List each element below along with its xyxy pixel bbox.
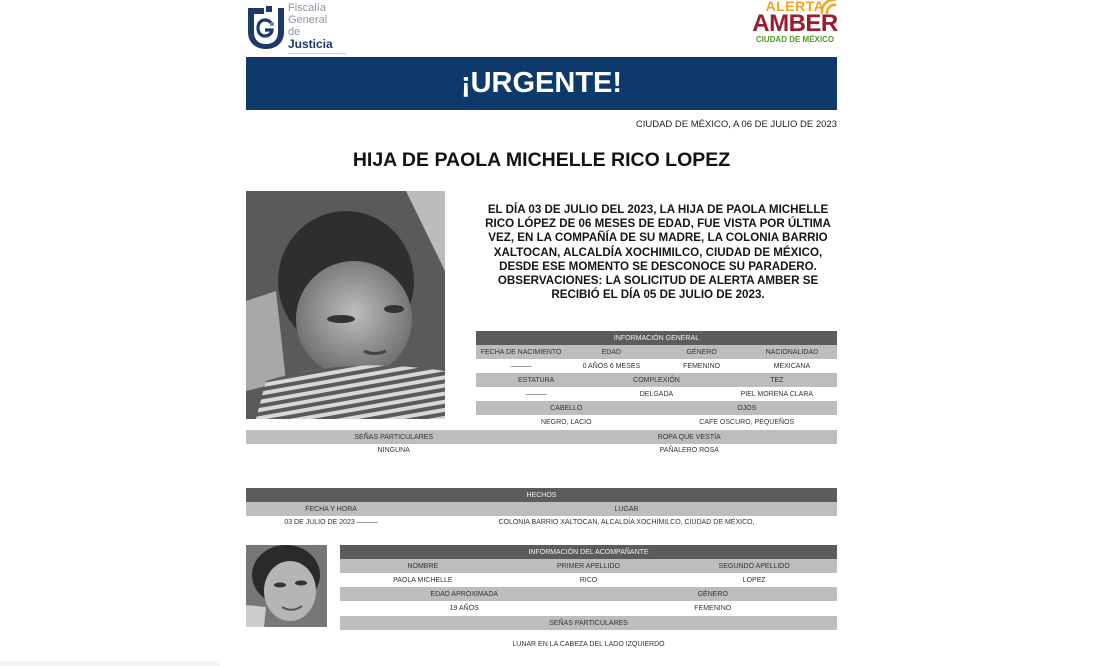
general-info-row2-values <box>476 387 837 401</box>
value-date-time: 03 DE JULIO DE 2023 ——— <box>284 518 378 526</box>
fgj-line3-prefix: de <box>288 26 301 38</box>
label-date-time: FECHA Y HORA <box>305 505 357 513</box>
label-first-surname: PRIMER APELLIDO <box>556 562 621 570</box>
value-clothing: PAÑALERO ROSA <box>659 446 719 454</box>
hechos-header <box>246 488 837 502</box>
companion-header <box>340 545 837 559</box>
companion-photo <box>246 545 327 627</box>
companion-row2-values <box>340 601 837 615</box>
value-nationality: MEXICANA <box>773 362 811 370</box>
general-info-title: INFORMACIÓN GENERAL <box>613 334 700 342</box>
label-birth-date: FECHA DE NACIMIENTO <box>480 348 562 356</box>
page-edge-shadow <box>0 661 220 666</box>
label-place: LUGAR <box>614 505 639 513</box>
label-companion-marks: SEÑAS PARTICULARES <box>549 619 628 627</box>
companion-row1-values <box>340 573 837 587</box>
value-eyes: CAFE OSCURO, PEQUEÑOS <box>699 418 795 426</box>
label-clothing: ROPA QUE VESTÍA <box>657 433 721 441</box>
general-info-row3-headers <box>476 401 837 415</box>
value-companion-marks: LUNAR EN LA CABEZA DEL LADO IZQUIERDO <box>512 640 665 648</box>
label-complexion: TEZ <box>770 376 784 384</box>
page-title: HIJA DE PAOLA MICHELLE RICO LOPEZ <box>352 149 731 171</box>
signal-waves-icon <box>818 0 840 18</box>
label-hair: CABELLO <box>550 404 583 412</box>
companion-row2-headers <box>340 587 837 601</box>
general-info-row1-headers <box>476 345 837 359</box>
alerta-amber-logo <box>752 0 838 54</box>
fgj-logo <box>246 2 346 54</box>
hechos-row-headers <box>246 502 837 516</box>
general-info-row4-values <box>246 444 837 456</box>
value-height: ——— <box>525 390 547 398</box>
general-info-row4-headers <box>246 430 837 444</box>
value-first-surname: RICO <box>579 576 598 584</box>
companion-title: INFORMACIÓN DEL ACOMPAÑANTE <box>528 548 649 556</box>
value-complexion: PIEL MORENA CLARA <box>740 390 814 398</box>
companion-row1-headers <box>340 559 837 573</box>
fgj-line2: General <box>288 14 328 26</box>
amber-main-text: AMBER <box>752 10 838 37</box>
fgj-line3-bold: Justicia <box>288 37 333 51</box>
incident-narrative: EL DÍA 03 DE JULIO DEL 2023, LA HIJA DE PAOLA MICHELLE RICO LÓPEZ DE 06 MESES DE EDAD, FUE VISTA POR ÚLTIMA VEZ, EN LA COMPAÑÍA DE SU MADRE, LA COLONIA BARRIO XALTOCAN, ALCALDÍA XOCHIMILCO, CIUDAD DE MÉXICO, DESDE ESE MOMENTO SE DESCONOCE SU PARADERO. OBSERVACIONES: LA SOLICITUD DE ALERTA AMBER SE RECIBIÓ EL DÍA 05 DE JULIO DE 2023. <box>485 203 831 302</box>
label-height: ESTATURA <box>518 376 555 384</box>
value-age: 0 AÑOS 6 MESES <box>582 362 641 370</box>
companion-row3-header <box>340 616 837 630</box>
urgent-banner: ¡URGENTE! <box>246 57 837 110</box>
label-first-name: NOMBRE <box>407 562 439 570</box>
value-companion-gender: FEMENINO <box>694 604 732 612</box>
value-gender: FEMENINO <box>683 362 721 370</box>
missing-child-photo <box>246 191 445 419</box>
general-info-row2-headers <box>476 373 837 387</box>
amber-sub-text: CIUDAD DE MÉXICO <box>755 35 835 44</box>
general-info-row1-values <box>476 359 837 373</box>
general-info-row3-values <box>476 415 837 429</box>
value-second-surname: LOPEZ <box>742 576 766 584</box>
amber-top-text: ALERTA <box>765 0 825 14</box>
label-nationality: NACIONALIDAD <box>765 348 819 356</box>
value-first-name: PAOLA MICHELLE <box>393 576 453 584</box>
label-approx-age: EDAD APROXIMADA <box>430 590 499 598</box>
label-build: COMPLEXIÓN <box>633 376 680 384</box>
value-place: COLONIA BARRIO XALTOCAN, ALCALDÍA XOCHIMILCO, CIUDAD DE MÉXICO, <box>498 518 755 526</box>
hechos-row-values <box>246 516 837 528</box>
hechos-title: HECHOS <box>526 491 557 499</box>
companion-row3-value <box>340 637 837 651</box>
date-line: CIUDAD DE MÉXICO, A 06 DE JULIO DE 2023 <box>635 119 837 130</box>
label-eyes: OJOS <box>737 404 757 412</box>
label-gender: GÉNERO <box>686 348 717 356</box>
fgj-emblem-icon <box>246 4 286 50</box>
label-age: EDAD <box>601 348 622 356</box>
general-info-header <box>476 331 837 345</box>
fgj-line1: Fiscalía <box>288 2 326 14</box>
value-distinguishing-marks: NINGUNA <box>377 446 410 454</box>
value-approx-age: 19 AÑOS <box>449 604 479 612</box>
value-birth-date: ——— <box>510 362 532 370</box>
value-build: DELGADA <box>639 390 674 398</box>
label-second-surname: SEGUNDO APELLIDO <box>718 562 790 570</box>
label-companion-gender: GÉNERO <box>697 590 728 598</box>
label-distinguishing-marks: SEÑAS PARTICULARES <box>354 433 434 441</box>
value-hair: NEGRO, LACIO <box>540 418 592 426</box>
